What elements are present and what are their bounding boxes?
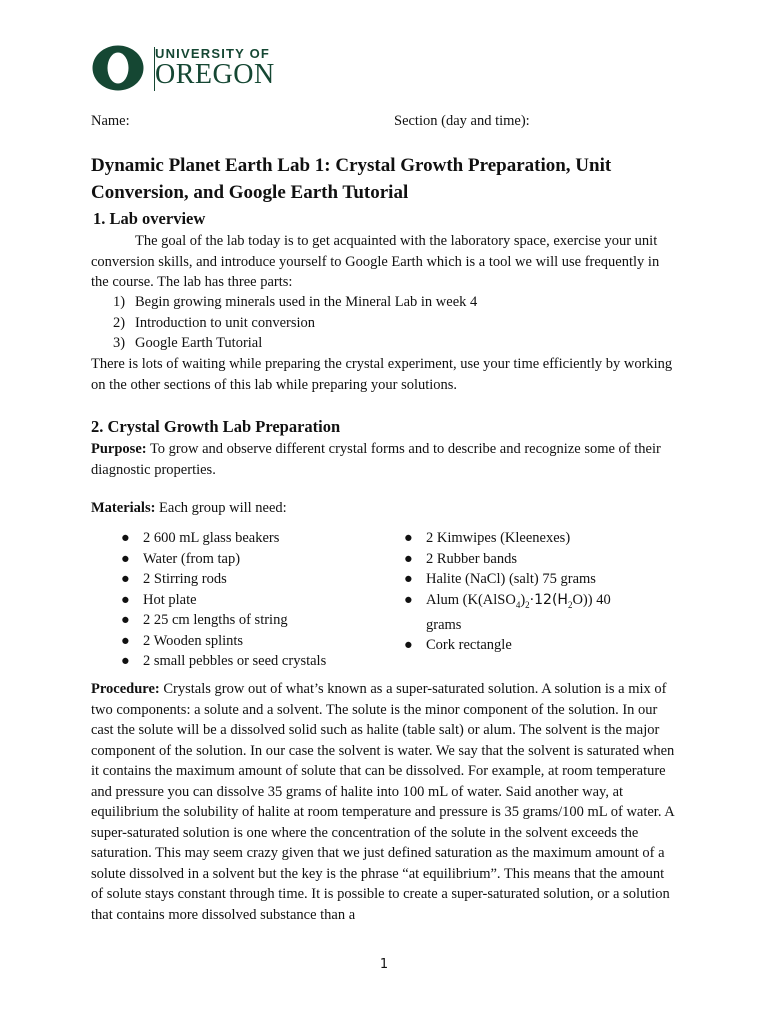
list-item: 2) Introduction to unit conversion [113, 314, 316, 331]
list-item: ● 2 600 mL glass beakers [121, 530, 280, 546]
materials-label: Materials: [91, 500, 156, 516]
materials-paragraph [91, 498, 677, 519]
list-item: ● Hot plate [121, 591, 197, 608]
procedure-label: Procedure: [91, 681, 160, 697]
list-item: ● 2 Rubber bands [404, 550, 518, 567]
logo-line-1: UNIVERSITY OF [155, 46, 271, 61]
list-item: ● Halite (NaCl) (salt) 75 grams [404, 571, 596, 587]
purpose-label: Purpose: [91, 441, 147, 457]
purpose-paragraph [91, 439, 677, 480]
name-section-row [91, 113, 677, 130]
crystal-heading: 2. Crystal Growth Lab Preparation [91, 417, 341, 436]
overview-closing: There is lots of waiting while preparing the crystal experiment, use your time efficiently by working on the other sections of this lab while preparing your solutions. [91, 356, 673, 393]
university-logo [91, 44, 311, 94]
document-title: Dynamic Planet Earth Lab 1: Crystal Growth Preparation, Unit Conversion, and Google Earth Tutorial [91, 155, 612, 203]
materials-text: Each group will need: [155, 500, 287, 516]
lab-parts-list [91, 292, 477, 354]
section-label: Section (day and time): [394, 113, 530, 129]
materials-list-right [404, 528, 644, 656]
materials-list-left [121, 528, 371, 672]
list-item: 1) Begin growing minerals used in the Mineral Lab in week 4 [113, 294, 478, 310]
lab-overview-heading: 1. Lab overview [93, 209, 206, 228]
logo-line-2: OREGON [155, 59, 275, 90]
list-item: ● 2 Stirring rods [121, 571, 227, 587]
list-item: ● Alum $(K(AlSO_4)_2\cdot 12(H_2O))$ 40 grams [404, 591, 611, 633]
o-logo-icon [91, 44, 147, 92]
list-item: ● 2 small pebbles or seed crystals [121, 653, 327, 669]
name-label: Name: [91, 113, 130, 129]
page-number: 1 [379, 957, 389, 972]
purpose-text: To grow and observe different crystal forms and to describe and recognize some of their diagnostic properties. [91, 441, 661, 478]
list-item: ● 2 25 cm lengths of string [121, 612, 288, 628]
overview-intro: The goal of the lab today is to get acquainted with the laboratory space, exercise your unit conversion skills, and introduce yourself to Google Earth which is a tool we will use frequently in the course. The lab has three parts: [91, 233, 660, 290]
procedure-paragraph [91, 679, 677, 925]
list-item: 3) Google Earth Tutorial [113, 335, 263, 351]
procedure-text: Crystals grow out of what’s known as a super-saturated solution. A solution is a mix of two components: a solute and a solvent. The solute is the minor component of the solution. In our cast the solute will be a dissolved solid such as halite (table salt) or alum. The solvent is the major component of the solution. In our case the solvent is water. We say that the solvent is saturated when it contains the maximum amount of solute that can be dissolved. For example, at room temperature and pressure you can dissolve 35 grams of halite into 100 mL of water. Said another way, at equilibrium the solubility of halite at room temperature and pressure is 35 grams/100 mL of water. A super-saturated solution is one where the concentration of the solute in the solvent exceeds the saturation. This may seem crazy given that we just defined saturation as the maximum amount of a solute dissolved in a solvent but the key is the phrase “at equilibrium”. This means that the amount of solute stays constant through time. It is possible to create a super-saturated solution, or a solution that contains more dissolved substance than a [91, 681, 675, 923]
list-item: ● Water (from tap) [121, 550, 241, 567]
list-item: ● 2 Kimwipes (Kleenexes) [404, 530, 571, 546]
list-item: ● 2 Wooden splints [121, 632, 244, 649]
list-item: ● Cork rectangle [404, 637, 512, 654]
